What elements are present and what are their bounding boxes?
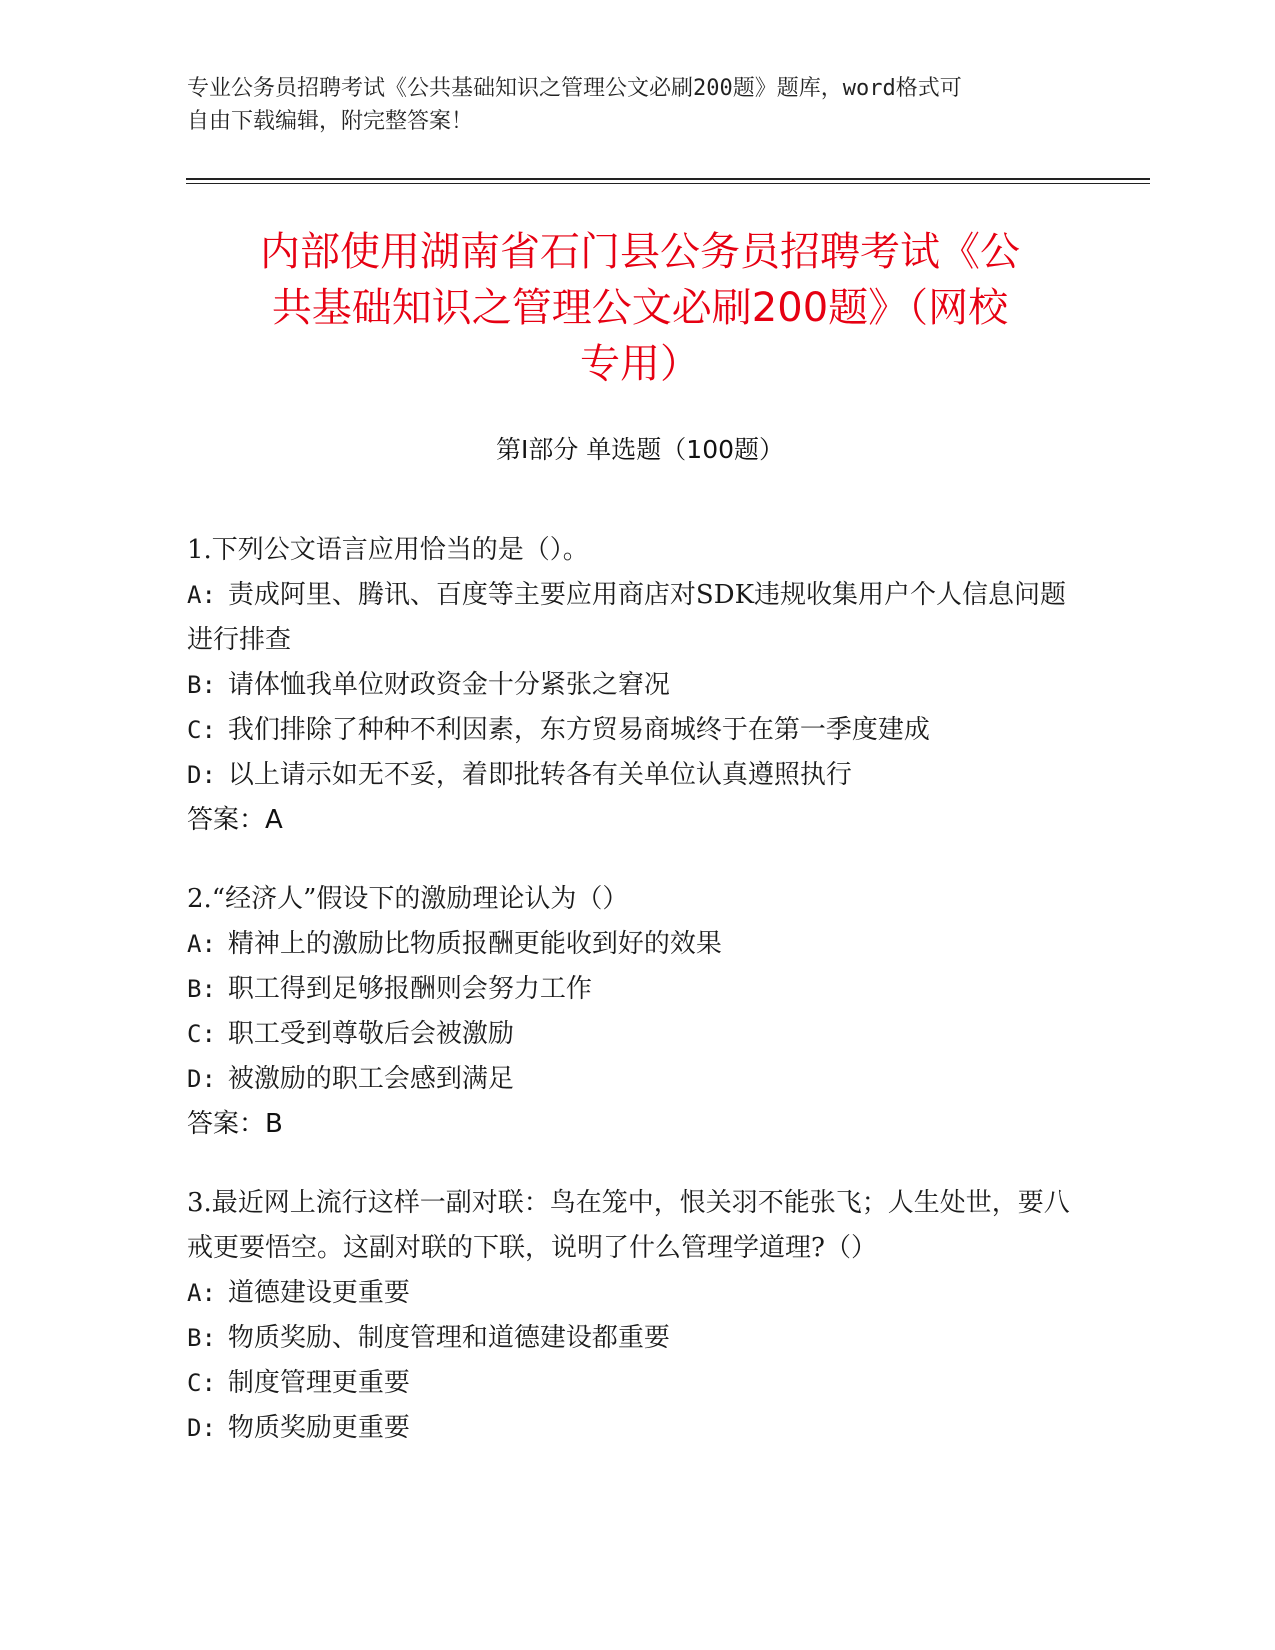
option-letter: C: bbox=[187, 716, 216, 744]
document-title bbox=[190, 224, 1090, 392]
title-line-2: 共基础知识之管理公文必刷200题》（网校 bbox=[271, 285, 1009, 331]
option-c bbox=[187, 1361, 1077, 1406]
option-letter: D: bbox=[187, 1414, 216, 1442]
header-rule-thin bbox=[186, 183, 1150, 184]
header-note-line-2: 自由下载编辑，附完整答案！ bbox=[187, 109, 474, 134]
header-note-line-1: 专业公务员招聘考试《公共基础知识之管理公文必刷200题》题库，word格式可 bbox=[187, 76, 962, 101]
answer: 答案：A bbox=[187, 805, 283, 835]
option-d bbox=[187, 753, 1077, 798]
question-stem: 1.下列公文语言应用恰当的是（）。 bbox=[187, 535, 589, 565]
option-c bbox=[187, 708, 1077, 753]
answer: 答案：B bbox=[187, 1109, 283, 1139]
option-text: 制度管理更重要 bbox=[227, 1368, 410, 1398]
option-letter: B: bbox=[187, 1324, 216, 1352]
option-text: 精神上的激励比物质报酬更能收到好的效果 bbox=[227, 929, 722, 959]
question-2 bbox=[187, 877, 1077, 1147]
option-b bbox=[187, 967, 1077, 1012]
option-text: 物质奖励更重要 bbox=[227, 1413, 410, 1443]
option-letter: B: bbox=[187, 975, 216, 1003]
option-letter: D: bbox=[187, 761, 216, 789]
option-text: 责成阿里、腾讯、百度等主要应用商店对SDK违规收集用户个人信息问题进行排查 bbox=[187, 580, 1066, 655]
header-note bbox=[187, 72, 1087, 138]
option-text: 道德建设更重要 bbox=[227, 1278, 410, 1308]
question-list bbox=[187, 528, 1077, 1485]
option-text: 以上请示如无不妥，着即批转各有关单位认真遵照执行 bbox=[227, 760, 852, 790]
option-letter: B: bbox=[187, 671, 216, 699]
option-letter: C: bbox=[187, 1369, 216, 1397]
option-text: 职工得到足够报酬则会努力工作 bbox=[227, 974, 592, 1004]
option-d bbox=[187, 1406, 1077, 1451]
question-stem: 2.“经济人”假设下的激励理论认为（） bbox=[187, 884, 629, 914]
option-text: 请体恤我单位财政资金十分紧张之窘况 bbox=[227, 670, 670, 700]
title-line-1: 内部使用湖南省石门县公务员招聘考试《公 bbox=[260, 229, 1020, 275]
option-b bbox=[187, 1316, 1077, 1361]
question-3 bbox=[187, 1181, 1077, 1451]
option-letter: C: bbox=[187, 1020, 216, 1048]
option-text: 我们排除了种种不利因素，东方贸易商城终于在第一季度建成 bbox=[227, 715, 930, 745]
option-c bbox=[187, 1012, 1077, 1057]
option-text: 职工受到尊敬后会被激励 bbox=[227, 1019, 514, 1049]
question-stem: 3.最近网上流行这样一副对联：鸟在笼中，恨关羽不能张飞；人生处世，要八戒更要悟空。这副对联的下联，说明了什么管理学道理?（） bbox=[187, 1188, 1070, 1263]
header-rule-thick bbox=[186, 178, 1150, 180]
option-b bbox=[187, 663, 1077, 708]
option-letter: A: bbox=[187, 930, 216, 958]
option-letter: D: bbox=[187, 1065, 216, 1093]
question-1 bbox=[187, 528, 1077, 843]
option-a bbox=[187, 1271, 1077, 1316]
option-letter: A: bbox=[187, 1279, 216, 1307]
title-line-3: 专用） bbox=[580, 341, 700, 387]
option-d bbox=[187, 1057, 1077, 1102]
option-text: 物质奖励、制度管理和道德建设都重要 bbox=[227, 1323, 670, 1353]
option-a bbox=[187, 573, 1077, 663]
section-title: 第I部分 单选题（100题） bbox=[495, 435, 785, 464]
option-letter: A: bbox=[187, 581, 216, 609]
option-text: 被激励的职工会感到满足 bbox=[227, 1064, 514, 1094]
option-a bbox=[187, 922, 1077, 967]
